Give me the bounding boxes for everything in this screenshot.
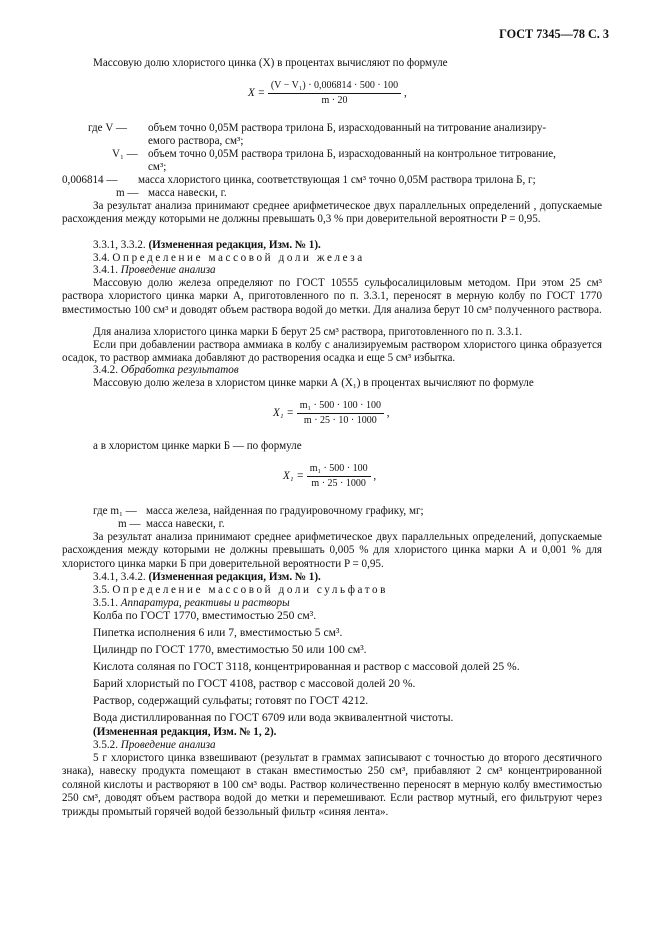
formula-x (248, 80, 407, 107)
formula-numerator: (V − V₁) · 0,006814 · 500 · 100 (268, 80, 401, 94)
section-heading-3-5: 3.5. Определение массовой доли сульфатов (93, 584, 389, 596)
paragraph-grade-b: Для анализа хлористого цинка марки Б берут 25 см³ раствора, приготовленного по п. 3.3.1. (93, 326, 523, 338)
where-text: объем точно 0,05М раствора трилона Б, израсходованный на контрольное титрование, (148, 148, 556, 160)
where-text: масса навески, г. (146, 518, 225, 530)
formula-tail: , (403, 87, 407, 100)
paragraph-result-2: За результат анализа принимают среднее арифметическое двух параллельных определений, допускаемые расхождения между которыми не должны превышать 0,005 % для хлористого цинка марки А и 0,001 % для хлористого цинка марки Б при доверительной вероятности P = 0,95. (62, 531, 602, 570)
subsection-heading-3-4-2: 3.4.2. Обработка результатов (93, 364, 239, 376)
where-text: объем точно 0,05М раствора трилона Б, израсходованный на титрование анализиру- (148, 122, 547, 134)
list-item: Кислота соляная по ГОСТ 3118, концентрированная и раствор с массовой долей 25 %. (93, 660, 520, 673)
list-item: Раствор, содержащий сульфаты; готовят по ГОСТ 4212. (93, 694, 369, 707)
subsection-heading-3-5-1: 3.5.1. Аппаратура, реактивы и растворы (93, 597, 290, 609)
where-sym: где V — (88, 122, 128, 134)
list-item: Барий хлористый по ГОСТ 4108, раствор с массовой долей 20 %. (93, 677, 416, 690)
list-item: Цилиндр по ГОСТ 1770, вместимостью 50 или 100 см³. (93, 643, 367, 656)
formula-x1-grade-b: X₁ = $\frac{\text{m₁ · 500 · 100}}{m \cdot 25 \cdot 1000}$ , (283, 463, 377, 489)
formula-x1-grade-a: X₁ = $\frac{\text{m₁ · 500 · 100 · 100}}{m \cdot 25 \cdot 10 \cdot 1000}$ , (273, 400, 390, 426)
where-text: см³; (148, 161, 167, 173)
subsection-heading-3-4-1: 3.4.1. Проведение анализа (93, 264, 216, 276)
paragraph-grade-b-formula-intro: а в хлористом цинке марки Б — по формуле (93, 440, 302, 452)
where-sym: m — (118, 518, 141, 530)
paragraph-ammonia: Если при добавлении раствора аммиака в колбу с анализируемым раствором хлористого цинка образуется осадок, то раствор аммиака добавляют до растворения осадка и еще 5 см³ избытка. (62, 339, 602, 365)
where-text: масса железа, найденная по градуировочному графику, мг; (146, 505, 424, 517)
page-header: ГОСТ 7345—78 С. 3 (499, 27, 609, 41)
list-item: Вода дистиллированная по ГОСТ 6709 или вода эквивалентной чистоты. (93, 711, 454, 724)
paragraph-result-1: За результат анализа принимают среднее арифметическое двух параллельных определений , допускаемые расхождения между которыми не должны превышать 0,3 % при доверительной вероятности P = 0,95. (62, 200, 602, 226)
list-item: Колба по ГОСТ 1770, вместимостью 250 см³. (93, 609, 317, 622)
formula-denominator: m · 25 · 10 · 1000 (303, 415, 377, 426)
subsection-heading-3-5-2: 3.5.2. Проведение анализа (93, 739, 216, 751)
where-text: емого раствора, см³; (148, 135, 244, 147)
amendment-note-1: 3.3.1, 3.3.2. (Измененная редакция, Изм. № 1). (93, 239, 321, 251)
section-heading-3-4: 3.4. Определение массовой доли железа (93, 252, 365, 264)
paragraph-formula-intro: Массовую долю хлористого цинка (X) в процентах вычисляют по формуле (93, 57, 448, 69)
formula-numerator: m₁ · 500 · 100 (307, 463, 371, 477)
where-sym: V₁ — (112, 148, 138, 160)
paragraph-iron-formula-intro: Массовую долю железа в хлористом цинке марки А (X₁) в процентах вычисляют по формуле (93, 377, 534, 389)
paragraph-sulfate-procedure: 5 г хлористого цинка взвешивают (результат в граммах записывают с точностью до второго десятичного знака), навеску продукта помещают в стакан вместимостью 250 см³, прибавляют 2 см³ концентрированной соляной кислоты и растворяют в 100 см³ воды. Раствор количественно переносят в мерную колбу вместимостью 250 см³, доводят объем раствора водой до метки и перемешивают. Если раствор мутный, его фильтруют через трижды промытый горячей водой беззольный фильтр «синяя лента». (62, 752, 602, 818)
formula-numerator: m₁ · 500 · 100 · 100 (297, 400, 384, 414)
amendment-note-3: (Измененная редакция, Изм. № 1, 2). (93, 726, 277, 738)
where-sym: 0,006814 — (62, 174, 118, 186)
formula-denominator: m · 25 · 1000 (311, 478, 366, 489)
where-text: масса навески, г. (148, 187, 227, 199)
formula-lhs: X = (248, 87, 266, 100)
amendment-note-2: 3.4.1, 3.4.2. (Измененная редакция, Изм. № 1). (93, 571, 321, 583)
where-sym: m — (116, 187, 139, 199)
formula-denominator: m · 20 (321, 95, 348, 106)
where-sym: где m₁ — (93, 505, 137, 517)
formula-fraction (268, 80, 401, 107)
paragraph-iron-method: Массовую долю железа определяют по ГОСТ 10555 сульфосалициловым методом. При этом 25 см³ раствора хлористого цинка марки А, приготовленного по п. 3.3.1, переносят в мерную колбу по ГОСТ 1770 вместимостью 100 см³ и доводят объем раствора водой до метки. Для анализа берут 10 см³ полученного раствора. (62, 277, 602, 316)
list-item: Пипетка исполнения 6 или 7, вместимостью 5 см³. (93, 626, 343, 639)
where-text: масса хлористого цинка, соответствующая 1 см³ точно 0,05М раствора трилона Б, г; (138, 174, 536, 186)
